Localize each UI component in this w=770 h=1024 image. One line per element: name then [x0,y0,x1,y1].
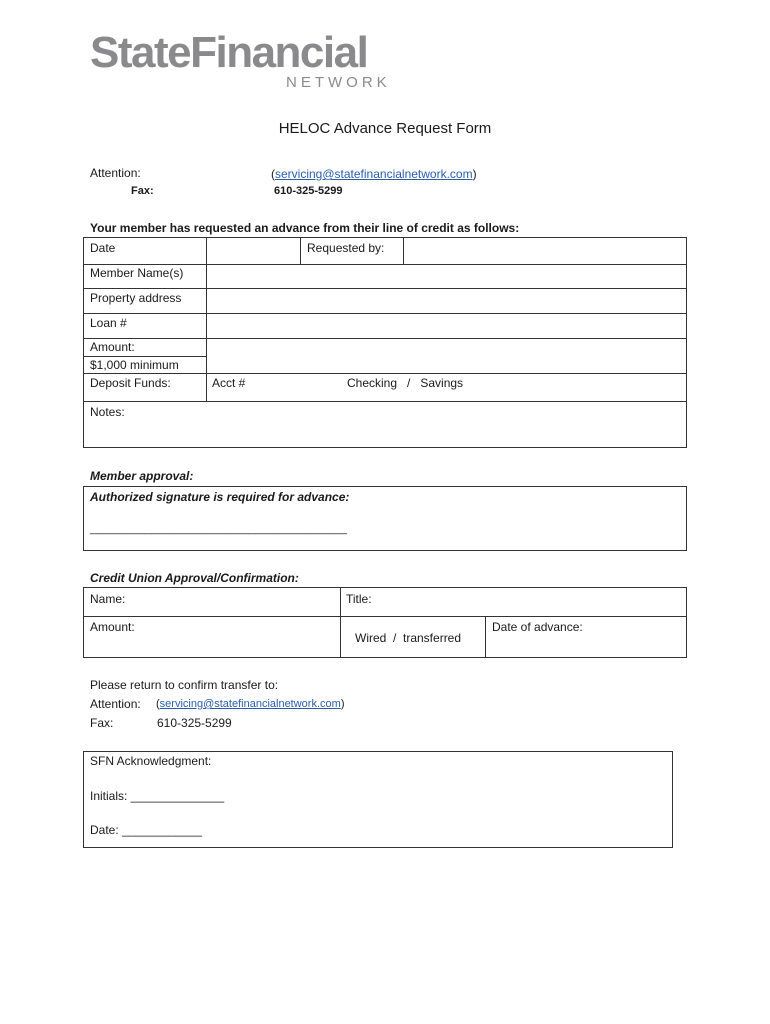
member-approval-heading: Member approval: [90,469,194,483]
cu-amount-label: Amount: [90,620,135,634]
request-intro: Your member has requested an advance from their line of credit as follows: [90,221,520,235]
attention-label: Attention: [90,166,141,180]
wired-transferred-option[interactable]: Wired / transferred [355,631,462,645]
signature-line[interactable]: __________________________________________ [90,523,347,535]
member-approval-box [83,486,687,551]
notes-label: Notes: [90,405,125,419]
return-attention-label: Attention: [90,697,141,711]
property-address-field[interactable] [207,289,685,312]
fax-number: 610-325-5299 [274,185,343,197]
requested-by-label: Requested by: [307,241,385,255]
acknowledgment-heading: SFN Acknowledgment: [90,754,212,768]
amount-field[interactable] [207,339,685,372]
return-fax-label: Fax: [90,716,114,730]
property-address-label: Property address [90,291,182,305]
ack-date-field[interactable]: Date: ____________ [90,823,203,837]
date-label: Date [90,241,116,255]
logo-sub-text: NETWORK [286,74,391,91]
requested-by-field[interactable] [404,239,684,263]
amount-minimum-note: $1,000 minimum [90,358,179,372]
attention-email-link[interactable]: servicing@statefinancialnetwork.com [275,167,473,181]
signature-label: Authorized signature is required for advance: [90,490,350,504]
member-names-field[interactable] [207,265,685,287]
cu-approval-table [83,587,687,658]
date-field[interactable] [207,239,299,263]
amount-label: Amount: [90,340,135,354]
notes-field[interactable] [85,402,685,446]
fax-label: Fax: [131,185,154,197]
loan-label: Loan # [90,316,127,330]
page-title: HELOC Advance Request Form [278,120,492,137]
initials-field[interactable]: Initials: ______________ [90,789,225,803]
loan-field[interactable] [207,314,685,337]
attention-email-wrap: (servicing@statefinancialnetwork.com) [271,167,477,181]
acct-label: Acct # [212,376,246,390]
cu-title-label: Title: [346,592,372,606]
checking-savings-option[interactable]: Checking / Savings [347,376,464,390]
return-attention-email-wrap: (servicing@statefinancialnetwork.com) [156,698,345,710]
deposit-funds-label: Deposit Funds: [90,376,171,390]
return-intro: Please return to confirm transfer to: [90,678,279,692]
acknowledgment-box [83,751,673,848]
request-table [83,237,687,448]
date-of-advance-label: Date of advance: [492,620,583,634]
member-names-label: Member Name(s) [90,266,184,280]
logo-main-text: StateFinancial [90,28,368,77]
return-attention-email-link[interactable]: servicing@statefinancialnetwork.com [159,698,341,710]
cu-approval-heading: Credit Union Approval/Confirmation: [90,571,299,585]
cu-name-label: Name: [90,592,126,606]
return-fax-number: 610-325-5299 [157,716,232,730]
